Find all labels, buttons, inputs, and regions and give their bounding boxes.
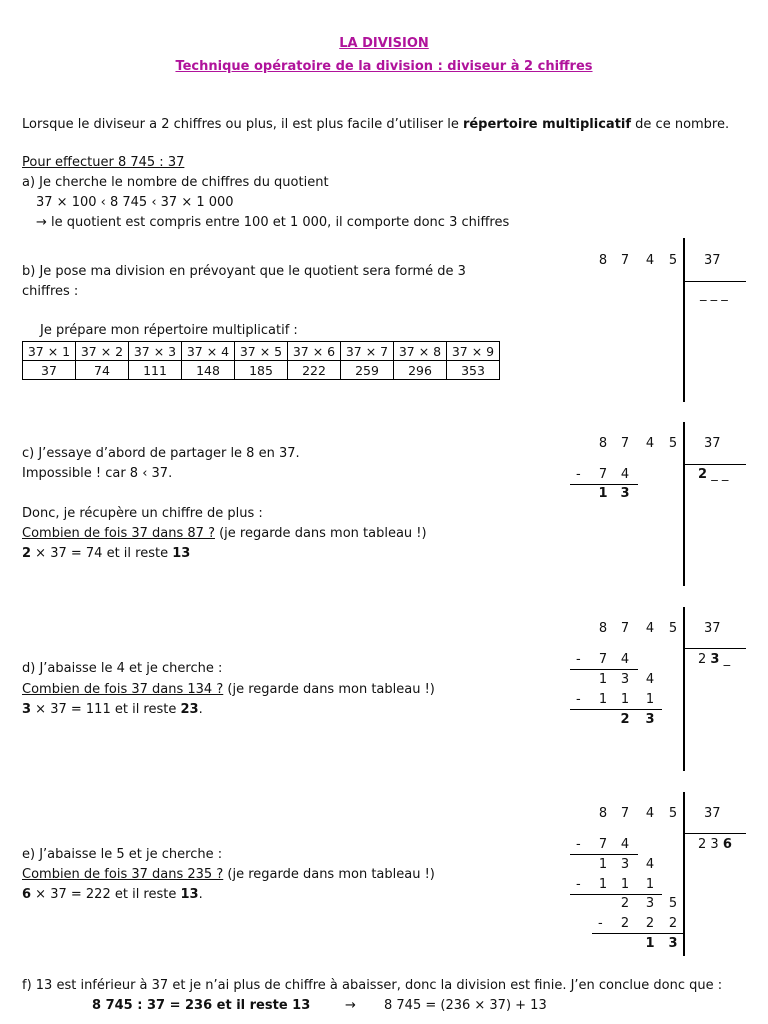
division-horizontal-bar	[684, 281, 746, 282]
task-heading: Pour effectuer 8 745 : 37	[22, 155, 185, 170]
table-header-cell: 37 × 9	[447, 342, 500, 361]
dividend-digit: 5	[668, 436, 678, 451]
step-a-line2: 37 × 100 ‹ 8 745 ‹ 37 × 1 000	[36, 195, 234, 210]
result-quotient-digit: 2	[22, 546, 32, 561]
subtrahend-digit: 4	[620, 837, 630, 852]
result-quotient-digit: 6	[22, 887, 32, 902]
intro-paragraph	[22, 117, 729, 132]
dividend-digit: 8	[598, 621, 608, 636]
step-c-question-rest: (je regarde dans mon tableau !)	[214, 526, 427, 541]
table-value-cell: 259	[341, 361, 394, 380]
quotient-blanks: _	[723, 652, 731, 667]
table-value-cell: 185	[235, 361, 288, 380]
dividend-digit: 4	[645, 621, 655, 636]
quotient	[698, 837, 732, 852]
step-c-line2: Impossible ! car 8 ‹ 37.	[22, 466, 173, 481]
division-vertical-bar	[683, 792, 685, 956]
table-value-cell: 111	[129, 361, 182, 380]
partial-digit: 3	[620, 857, 630, 872]
subtrahend-digit: 7	[598, 837, 608, 852]
step-e-question-rest: (je regarde dans mon tableau !)	[223, 867, 435, 882]
division-horizontal-bar	[684, 833, 746, 834]
table-header-cell: 37 × 8	[394, 342, 447, 361]
subtrahend-digit: 7	[598, 652, 608, 667]
subtrahend-digit: 4	[620, 467, 630, 482]
minus-sign: -	[598, 916, 603, 931]
minus-sign: -	[576, 692, 581, 707]
result-text: × 37 = 222 et il reste	[31, 887, 181, 902]
partial-digit: 3	[645, 896, 655, 911]
intro-text-before: Lorsque le diviseur a 2 chiffres ou plus, il est plus facile d’utiliser le	[22, 117, 463, 132]
quotient-digit: 2	[698, 652, 707, 667]
subtrahend-digit: 1	[598, 877, 608, 892]
partial-digit: 1	[598, 672, 608, 687]
quotient-digit: 6	[722, 837, 732, 852]
step-d-question	[22, 682, 435, 697]
dividend-digit: 4	[645, 806, 655, 821]
dividend-digit: 5	[668, 621, 678, 636]
table-header-cell: 37 × 4	[182, 342, 235, 361]
partial-digit: 1	[598, 857, 608, 872]
multiplication-table	[22, 341, 500, 380]
dividend-digit: 4	[645, 253, 655, 268]
table-row-values	[23, 361, 500, 380]
table-value-cell: 353	[447, 361, 500, 380]
intro-text-bold: répertoire multiplicatif	[462, 117, 632, 132]
step-a-line1: a) Je cherche le nombre de chiffres du quotient	[22, 175, 329, 190]
final-result-bold: 8 745 : 37 = 236 et il reste 13	[92, 998, 311, 1013]
quotient-digit: 2 3	[698, 837, 719, 852]
step-c-question-underlined: Combien de fois 37 dans 87 ?	[22, 526, 215, 541]
division-horizontal-bar	[684, 648, 746, 649]
quotient	[698, 652, 730, 667]
subtraction-line	[570, 484, 638, 485]
table-header-cell: 37 × 7	[341, 342, 394, 361]
dividend-digit: 5	[668, 806, 678, 821]
step-d-question-rest: (je regarde dans mon tableau !)	[223, 682, 435, 697]
division-vertical-bar	[683, 422, 685, 586]
step-c-line3: Donc, je récupère un chiffre de plus :	[22, 506, 263, 521]
table-value-cell: 148	[182, 361, 235, 380]
step-a-line3: → le quotient est compris entre 100 et 1 000, il comporte donc 3 chiffres	[36, 215, 510, 230]
remainder-digit: 2	[620, 712, 630, 727]
step-d-question-underlined: Combien de fois 37 dans 134 ?	[22, 682, 224, 697]
minus-sign: -	[576, 652, 581, 667]
result-text: × 37 = 74 et il reste	[31, 546, 173, 561]
dividend-digit: 5	[668, 253, 678, 268]
table-value-cell: 222	[288, 361, 341, 380]
subtrahend-digit: 1	[645, 877, 655, 892]
dividend-digit: 7	[620, 253, 630, 268]
partial-digit: 3	[620, 672, 630, 687]
table-row-headers	[23, 342, 500, 361]
subtrahend-digit: 1	[598, 692, 608, 707]
partial-digit: 5	[668, 896, 678, 911]
result-period: .	[198, 887, 203, 902]
minus-sign: -	[576, 467, 581, 482]
dividend-digit: 7	[620, 806, 630, 821]
quotient-digit: 2	[698, 467, 708, 482]
quotient-blanks: _ _	[711, 467, 729, 482]
page-subtitle: Technique opératoire de la division : diviseur à 2 chiffres	[175, 59, 593, 74]
table-header-cell: 37 × 5	[235, 342, 288, 361]
final-result-equation: 8 745 = (236 × 37) + 13	[384, 998, 547, 1013]
table-header-cell: 37 × 1	[23, 342, 76, 361]
quotient	[698, 467, 728, 482]
result-period: .	[198, 702, 203, 717]
subtraction-line	[570, 894, 662, 895]
minus-sign: -	[576, 877, 581, 892]
divisor: 37	[704, 436, 721, 451]
subtraction-line	[592, 933, 684, 934]
remainder-digit: 3	[645, 712, 655, 727]
result-remainder: 23	[180, 702, 199, 717]
subtrahend-digit: 1	[620, 877, 630, 892]
subtraction-line	[570, 709, 662, 710]
subtrahend-digit: 7	[598, 467, 608, 482]
dividend-digit: 7	[620, 436, 630, 451]
table-value-cell: 74	[76, 361, 129, 380]
remainder-digit: 3	[620, 486, 630, 501]
dividend-digit: 7	[620, 621, 630, 636]
result-text: × 37 = 111 et il reste	[31, 702, 181, 717]
remainder-digit: 1	[598, 486, 608, 501]
quotient-digit: 3	[710, 652, 720, 667]
table-value-cell: 37	[23, 361, 76, 380]
subtrahend-digit: 1	[645, 692, 655, 707]
divisor: 37	[704, 806, 721, 821]
arrow-icon: →	[345, 998, 356, 1013]
partial-digit: 2	[620, 896, 630, 911]
partial-digit: 4	[645, 672, 655, 687]
table-header-cell: 37 × 2	[76, 342, 129, 361]
page-title: LA DIVISION	[339, 36, 429, 51]
step-c-line1: c) J’essaye d’abord de partager le 8 en 37.	[22, 446, 300, 461]
step-e-question-underlined: Combien de fois 37 dans 235 ?	[22, 867, 224, 882]
step-e-result	[22, 887, 203, 902]
step-b-line3: Je prépare mon répertoire multiplicatif :	[40, 323, 298, 338]
step-b-line1: b) Je pose ma division en prévoyant que le quotient sera formé de 3	[22, 264, 466, 279]
intro-text-after: de ce nombre.	[631, 117, 730, 132]
step-d-line1: d) J’abaisse le 4 et je cherche :	[22, 661, 223, 676]
dividend-digit: 8	[598, 253, 608, 268]
subtrahend-digit: 2	[645, 916, 655, 931]
step-d-result	[22, 702, 203, 717]
subtrahend-digit: 2	[668, 916, 678, 931]
step-f-line1: f) 13 est inférieur à 37 et je n’ai plus de chiffre à abaisser, donc la division est finie. J’en conclue donc que :	[22, 978, 723, 993]
quotient: _ _ _	[700, 287, 728, 302]
result-remainder: 13	[172, 546, 191, 561]
step-c-question	[22, 526, 427, 541]
table-header-cell: 37 × 6	[288, 342, 341, 361]
divisor: 37	[704, 621, 721, 636]
dividend-digit: 8	[598, 806, 608, 821]
dividend-digit: 8	[598, 436, 608, 451]
partial-digit: 4	[645, 857, 655, 872]
minus-sign: -	[576, 837, 581, 852]
step-b-line2: chiffres :	[22, 284, 79, 299]
result-remainder: 13	[180, 887, 199, 902]
division-vertical-bar	[683, 607, 685, 771]
divisor: 37	[704, 253, 721, 268]
division-vertical-bar	[683, 238, 685, 402]
step-e-question	[22, 867, 435, 882]
remainder-digit: 3	[668, 936, 678, 951]
table-value-cell: 296	[394, 361, 447, 380]
remainder-digit: 1	[645, 936, 655, 951]
division-horizontal-bar	[684, 464, 746, 465]
subtraction-line	[570, 669, 638, 670]
table-header-cell: 37 × 3	[129, 342, 182, 361]
dividend-digit: 4	[645, 436, 655, 451]
subtrahend-digit: 2	[620, 916, 630, 931]
subtraction-line	[570, 854, 638, 855]
result-quotient-digit: 3	[22, 702, 32, 717]
step-e-line1: e) J’abaisse le 5 et je cherche :	[22, 847, 223, 862]
subtrahend-digit: 1	[620, 692, 630, 707]
step-c-result	[22, 546, 190, 561]
subtrahend-digit: 4	[620, 652, 630, 667]
